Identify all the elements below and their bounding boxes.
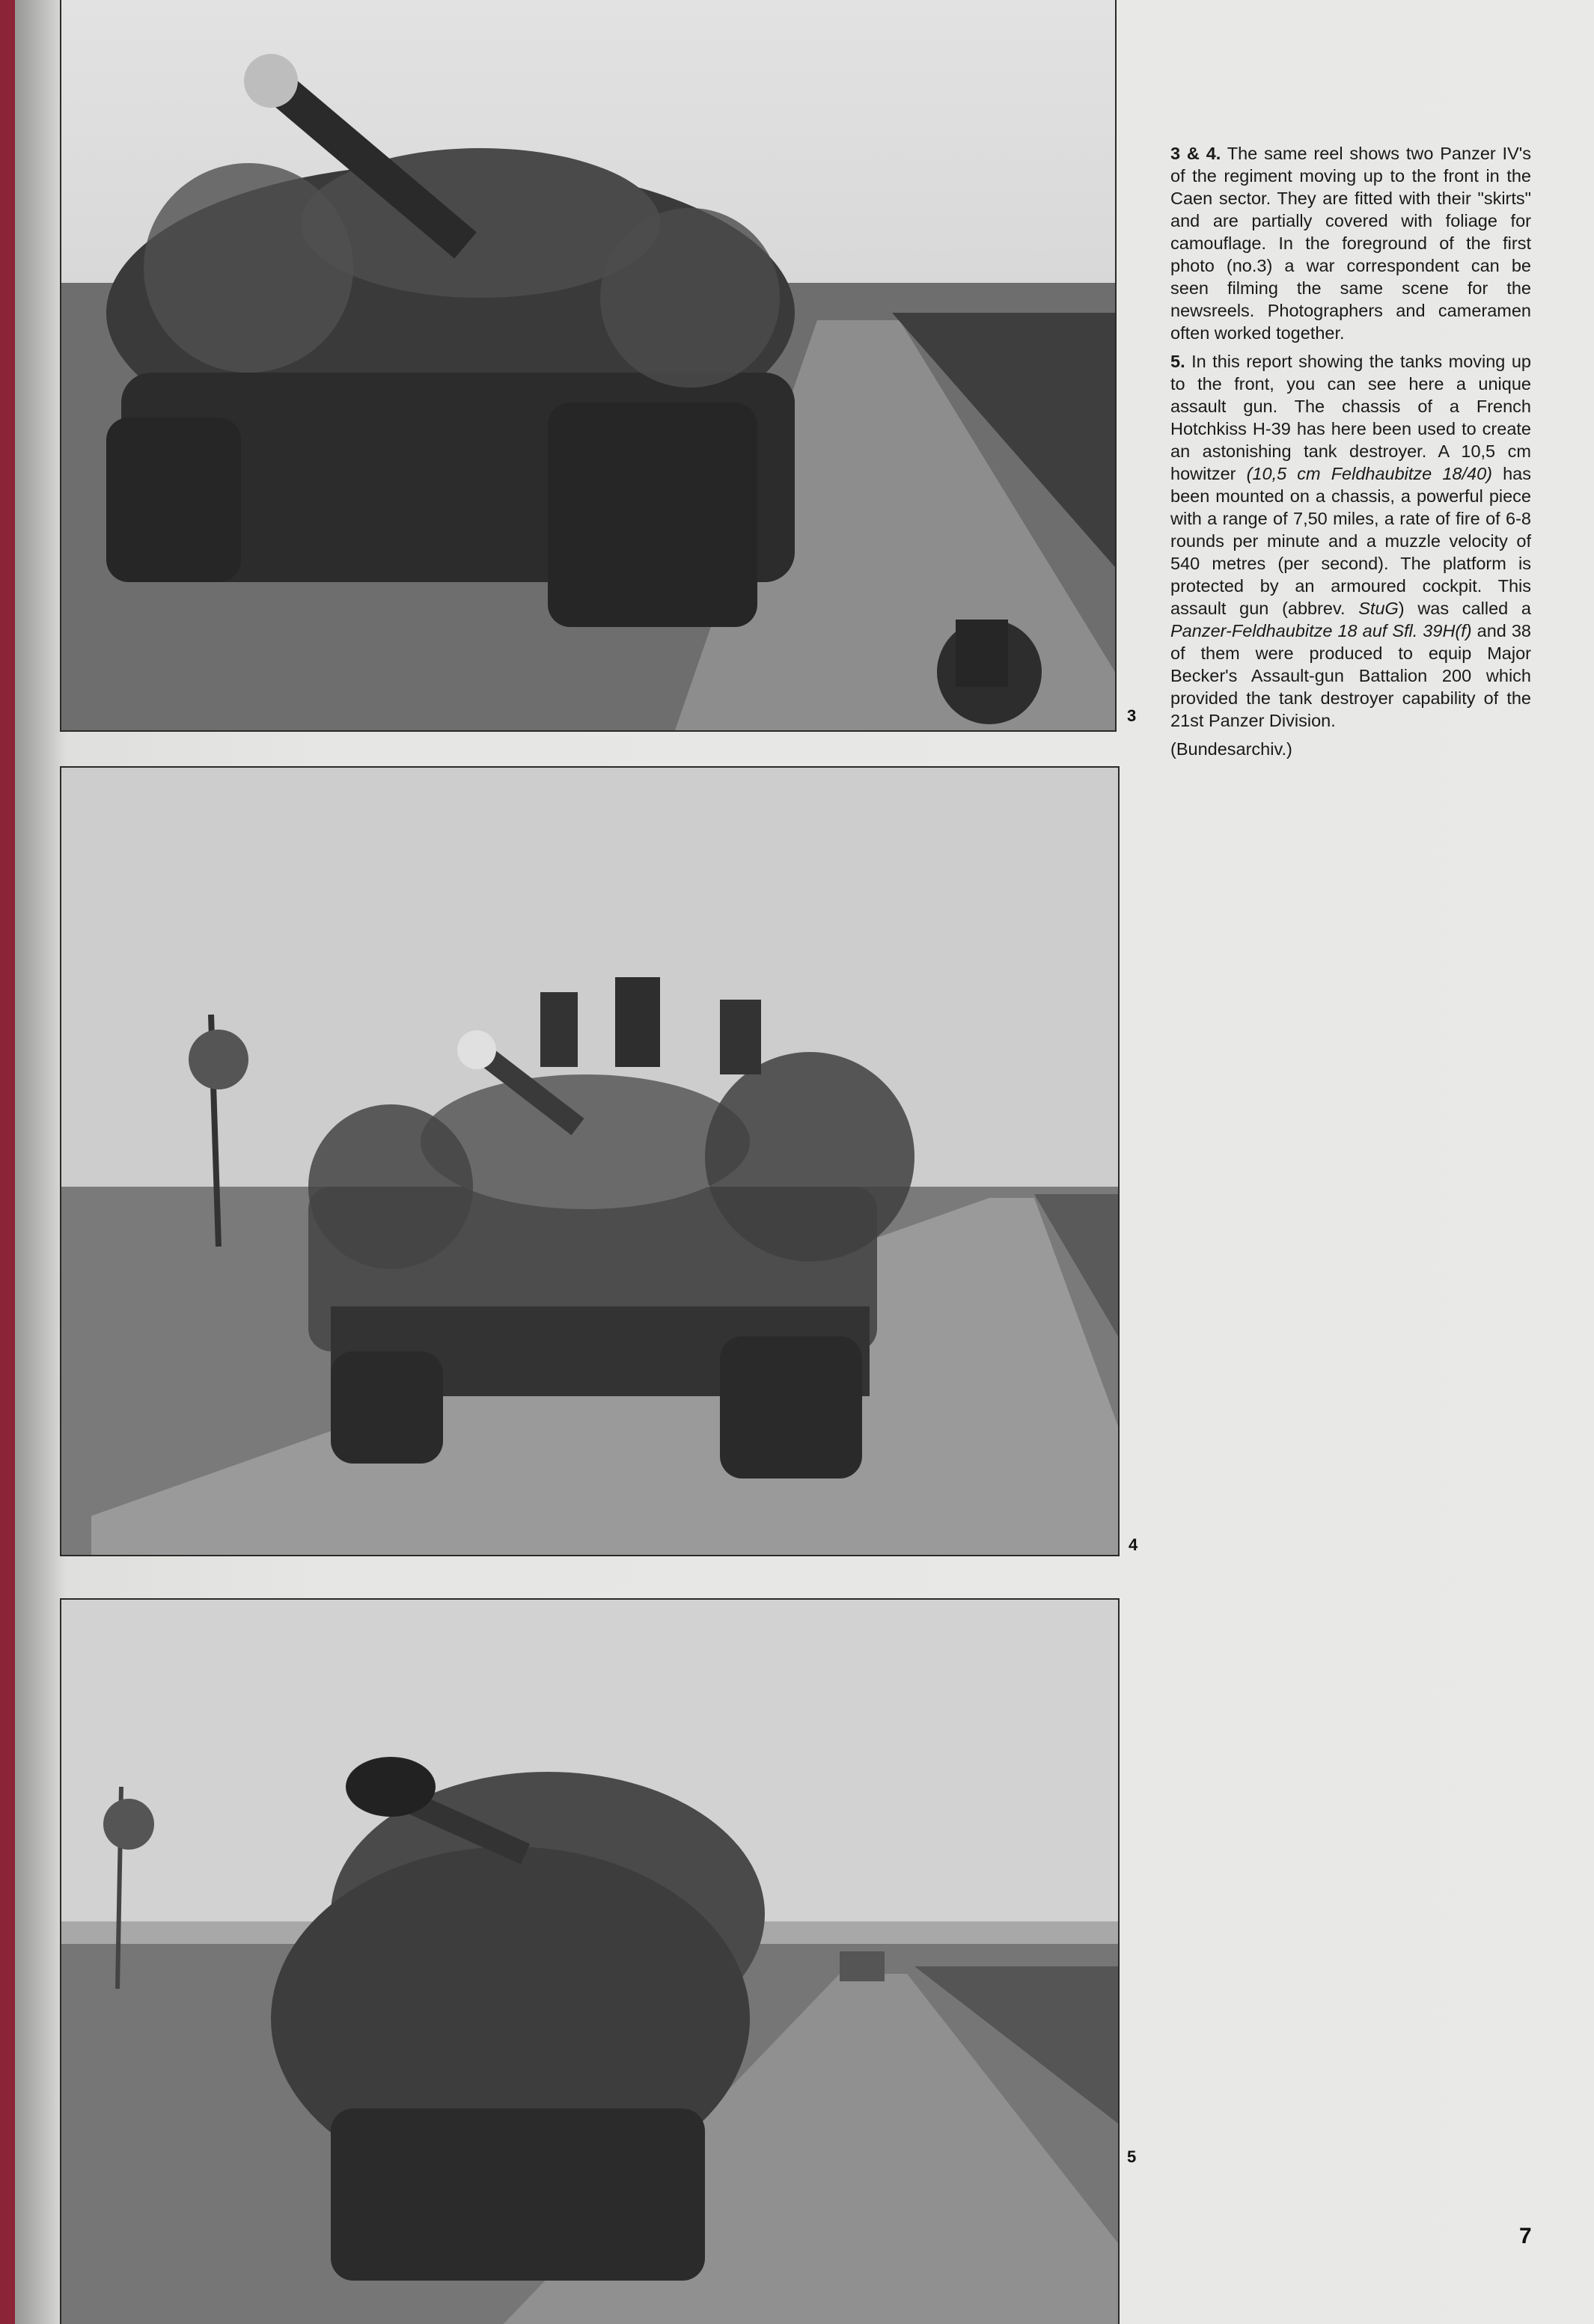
plate-number-4: 4 bbox=[1129, 1535, 1138, 1554]
caption-paragraph-2 bbox=[1170, 350, 1531, 732]
page-number: 7 bbox=[1519, 2224, 1532, 2248]
plate-number-5: 5 bbox=[1127, 2147, 1137, 2166]
photo-3 bbox=[60, 0, 1117, 732]
caption-italic-designation: Panzer-Feldhaubitze 18 auf Sfl. 39H(f) bbox=[1170, 621, 1472, 640]
caption-italic-howitzer: (10,5 cm Feldhaubitze 18/40) bbox=[1246, 464, 1492, 483]
photo-5 bbox=[60, 1598, 1120, 2324]
photo-4 bbox=[60, 766, 1120, 1556]
caption-text-5a: In this report showing the tanks moving up to the front, you can see here a unique assault gun. The chassis of a French Hotchkiss H-39 has here been used to create an astonishing tank destroyer. A 10,5 cm howitzer bbox=[1170, 352, 1531, 483]
caption-text-5c: has been mounted on a chassis, a powerful piece with a range of 7,50 miles, a rate of fire of 6-8 rounds per minute and a muzzle velocity of 540 metres (per second). The platform is protected by an armoured cockpit. This assault gun (abbrev. bbox=[1170, 464, 1531, 618]
plate-number-3: 3 bbox=[1127, 706, 1137, 725]
book-page bbox=[15, 0, 1594, 2324]
caption-ref-3-4: 3 & 4. bbox=[1170, 144, 1221, 163]
photo-source: (Bundesarchiv.) bbox=[1170, 739, 1292, 759]
caption-paragraph-1 bbox=[1170, 142, 1531, 344]
caption-text bbox=[1170, 142, 1531, 766]
caption-text-5e: ) was called a bbox=[1398, 599, 1531, 618]
caption-text-5g: and 38 of them were produced to equip Major Becker's Assault-gun Battalion 200 which provided the tank destroyer capability of the 21st Panzer Division. bbox=[1170, 621, 1531, 730]
caption-text-3-4: The same reel shows two Panzer IV's of the regiment moving up to the front in the Caen sector. They are fitted with their "skirts" and are partially covered with foliage for camouflage. In the foreground of the first photo (no.3) a war correspondent can be seen filming the same scene for the newsreels. Photographers and cameramen often worked together. bbox=[1170, 144, 1531, 343]
caption-italic-stug: StuG bbox=[1358, 599, 1399, 618]
caption-ref-5: 5. bbox=[1170, 352, 1185, 371]
